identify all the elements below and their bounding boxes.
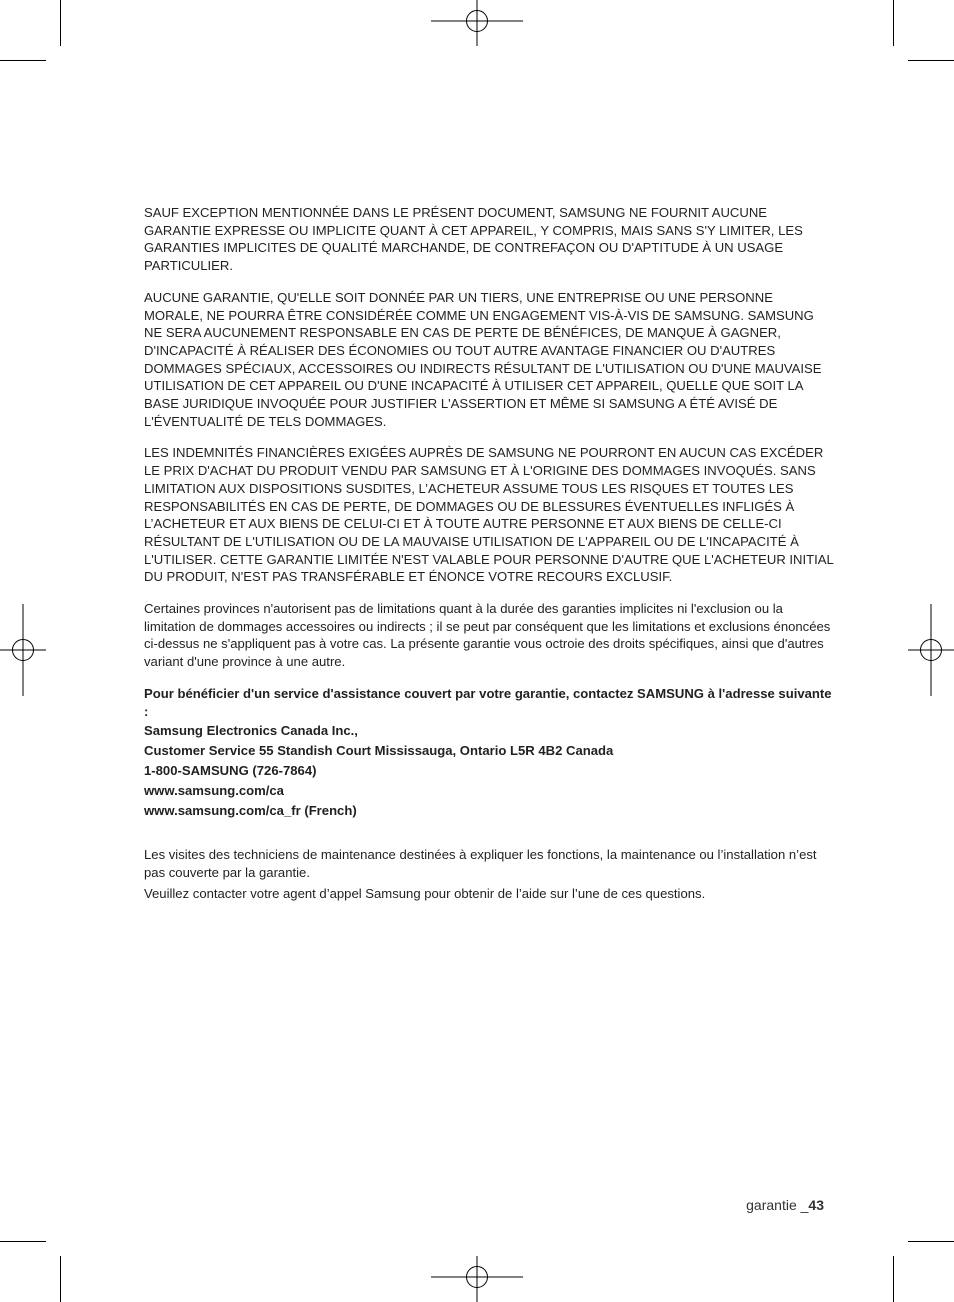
note-contact-agent: Veuillez contacter votre agent d’appel Samsung pour obtenir de l’aide sur l’une de ces questions. <box>144 885 706 901</box>
registration-mark-top <box>431 0 523 46</box>
paragraph-limitation-of-liability: AUCUNE GARANTIE, QU'ELLE SOIT DONNÉE PAR UN TIERS, UNE ENTREPRISE OU UNE PERSONNE MORALE, NE POURRA ÊTRE CONSIDÉRÉE COMME UN ENGAGEMENT VIS-À-VIS DE SAMSUNG. SAMSUNG NE SERA AUCUNEMENT RESPONSABLE EN CAS DE PERTE DE BÉNÉFICES, DE MANQUE À GAGNER, D'INCAPACITÉ À RÉALISER DES ÉCONOMIES OU TOUT AUTRE AVANTAGE FINANCIER OU D'AUTRES DOMMAGES SPÉCIAUX, ACCESSOIRES OU INDIRECTS RÉSULTANT DE L'UTILISATION OU D'UNE MAUVAISE UTILISATION DE CET APPAREIL OU D'UNE INCAPACITÉ À UTILISER CET APPAREIL, QUELLE QUE SOIT LA BASE JURIDIQUE INVOQUÉE POUR JUSTIFIER L'ASSERTION ET MÊME SI SAMSUNG A ÉTÉ AVISÉ DE L'ÉVENTUALITÉ DE TELS DOMMAGES. <box>144 289 822 429</box>
contact-company: Samsung Electronics Canada Inc., <box>144 723 358 739</box>
crop-mark-top-right-horizontal <box>908 60 954 61</box>
crop-mark-bottom-right-horizontal <box>908 1241 954 1242</box>
crop-mark-top-left-vertical <box>60 0 61 46</box>
registration-mark-left <box>0 604 46 696</box>
crop-mark-bottom-right-vertical <box>893 1256 894 1302</box>
crop-mark-bottom-left-horizontal <box>0 1241 46 1242</box>
paragraph-financial-compensation: LES INDEMNITÉS FINANCIÈRES EXIGÉES AUPRÈS DE SAMSUNG NE POURRONT EN AUCUN CAS EXCÉDER LE PRIX D'ACHAT DU PRODUIT VENDU PAR SAMSUNG ET À L'ORIGINE DES DOMMAGES INVOQUÉS. SANS LIMITATION AUX DISPOSITIONS SUSDITES, L’ACHETEUR ASSUME TOUS LES RISQUES ET TOUTES LES RESPONSABILITÉS EN CAS DE PERTE, DE DOMMAGES OU DE BLESSURES ÉVENTUELLES INFLIGÉS À L’ACHETEUR ET AUX BIENS DE CELUI-CI ET À TOUTE AUTRE PERSONNE ET AUX BIENS DE CELLE-CI RÉSULTANT DE L'UTILISATION OU DE LA MAUVAISE UTILISATION DE L'APPAREIL OU DE L'INCAPACITÉ À L'UTILISER. CETTE GARANTIE LIMITÉE N'EST VALABLE POUR PERSONNE D'AUTRE QUE L'ACHETEUR INITIAL DU PRODUIT, N'EST PAS TRANSFÉRABLE ET ÉNONCE VOTRE RECOURS EXCLUSIF. <box>144 445 834 585</box>
paragraph-provincial-rights: Certaines provinces n'autorisent pas de limitations quant à la durée des garanties implicites ni l'exclusion ou la limitation de dommages accessoires ou indirects ; il se peut par conséquent que les limitations et exclusions énoncées ci-dessus ne s'appliquent pas à votre cas. La présente garantie vous octroie des droits spécifiques, ainsi que d'autres variant d'une province à une autre. <box>144 601 831 670</box>
contact-intro: Pour bénéficier d'un service d'assistance couvert par votre garantie, contactez SAMSUNG à l'adresse suivante : <box>144 685 832 719</box>
contact-website-link[interactable]: www.samsung.com/ca <box>144 782 284 798</box>
contact-website-french-link[interactable]: www.samsung.com/ca_fr (French) <box>144 802 357 818</box>
crop-mark-top-right-vertical <box>893 0 894 46</box>
contact-address: Customer Service 55 Standish Court Mississauga, Ontario L5R 4B2 Canada <box>144 743 614 759</box>
service-notes <box>144 846 834 902</box>
registration-mark-bottom <box>431 1256 523 1302</box>
warranty-text <box>144 204 834 902</box>
footer-section-label: garantie _ <box>746 1197 809 1213</box>
crop-mark-bottom-left-vertical <box>60 1256 61 1302</box>
page-number: 43 <box>808 1197 824 1213</box>
contact-block <box>144 685 834 820</box>
crop-mark-top-left-horizontal <box>0 60 46 61</box>
page-footer <box>746 1197 824 1213</box>
paragraph-disclaimer-implied-warranties: SAUF EXCEPTION MENTIONNÉE DANS LE PRÉSENT DOCUMENT, SAMSUNG NE FOURNIT AUCUNE GARANTIE EXPRESSE OU IMPLICITE QUANT À CET APPAREIL, Y COMPRIS, MAIS SANS S'Y LIMITER, LES GARANTIES IMPLICITES DE QUALITÉ MARCHANDE, DE CONTREFAÇON OU D'APTITUDE À UN USAGE PARTICULIER. <box>144 205 803 274</box>
note-maintenance-visits: Les visites des techniciens de maintenance destinées à expliquer les fonctions, la maintenance ou l’installation n’est pas couverte par la garantie. <box>144 847 817 881</box>
contact-phone: 1-800-SAMSUNG (726-7864) <box>144 763 317 779</box>
registration-mark-right <box>908 604 954 696</box>
